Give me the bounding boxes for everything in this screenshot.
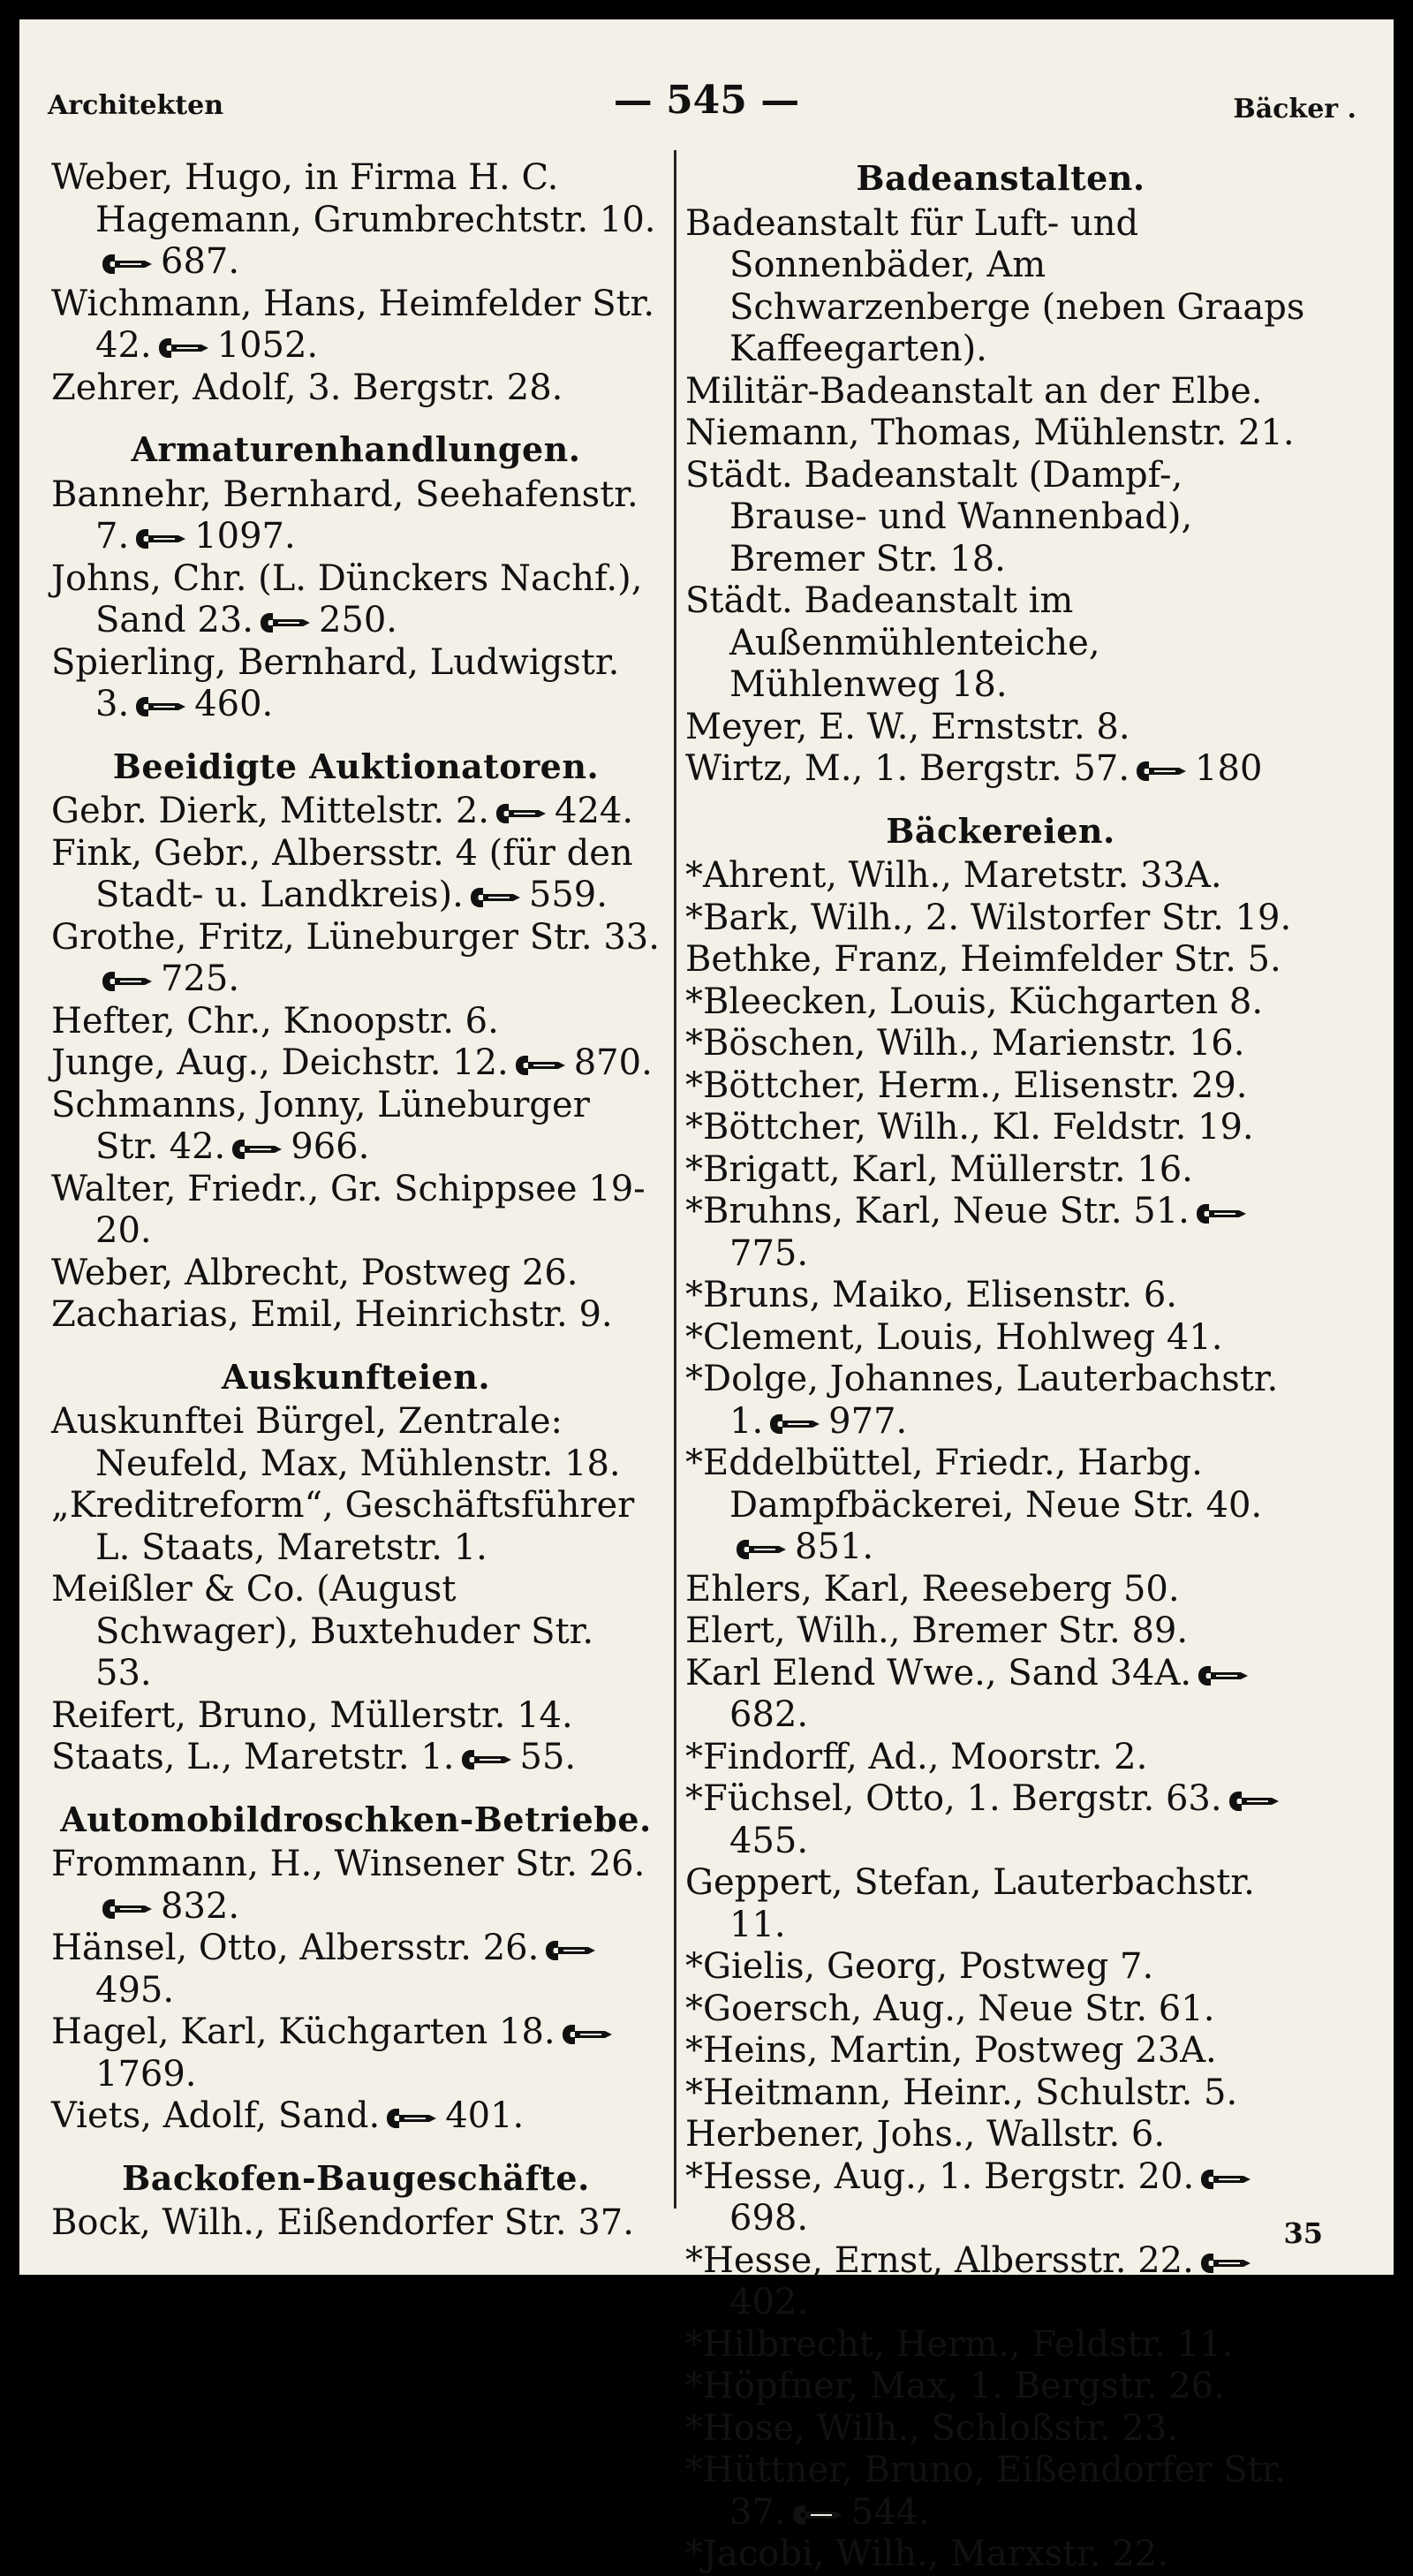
phone-number: 1097. bbox=[194, 516, 296, 557]
entry-text: Junge, Aug., Deichstr. 12. bbox=[51, 1042, 509, 1083]
entry-text: *Heitmann, Heinr., Schulstr. 5. bbox=[685, 2072, 1238, 2113]
entry-text: *Clement, Louis, Hohlweg 41. bbox=[685, 1316, 1223, 1358]
entry-text: Militär-Badeanstalt an der Elbe. bbox=[685, 370, 1263, 412]
phone-number: 559. bbox=[528, 875, 608, 915]
entry-text: Auskunftei Bürgel, Zentrale: Neufeld, Max, Mühlenstr. 18. bbox=[51, 1401, 621, 1484]
directory-entry bbox=[685, 939, 1316, 981]
phone-number: 401. bbox=[445, 2095, 525, 2136]
section-heading: Backofen-Baugeschäfte. bbox=[122, 2157, 590, 2198]
telephone-receiver-icon bbox=[101, 253, 154, 276]
phone-number: 832. bbox=[161, 1885, 240, 1927]
directory-entry bbox=[51, 283, 666, 367]
directory-entry bbox=[685, 413, 1316, 455]
entry-text: *Jacobi, Wilh., Marxstr. 22. bbox=[685, 2534, 1168, 2574]
directory-entry bbox=[685, 1191, 1316, 1275]
directory-entry bbox=[51, 157, 661, 284]
entry-text: Johns, Chr. (L. Dünckers Nachf.), Sand 23. bbox=[51, 557, 654, 640]
directory-entry bbox=[685, 1107, 1316, 1149]
directory-entry bbox=[685, 2072, 1316, 2115]
directory-entry bbox=[51, 1485, 661, 1569]
entry-text: *Hüttner, Bruno, Eißendorfer Str. 37. bbox=[685, 2450, 1297, 2533]
telephone-receiver-icon bbox=[157, 337, 210, 360]
entry-text: *Goersch, Aug., Neue Str. 61. bbox=[685, 1988, 1215, 2029]
entry-text: Grothe, Fritz, Lüneburger Str. 33. bbox=[51, 916, 660, 958]
directory-page bbox=[19, 19, 1394, 2574]
entry-text: Hefter, Chr., Knoopstr. 6. bbox=[51, 1000, 499, 1042]
phone-number: 180 bbox=[1195, 748, 1263, 789]
entry-text: Bethke, Franz, Heimfelder Str. 5. bbox=[685, 939, 1281, 980]
entry-text: *Hesse, Ernst, Albersstr. 22. bbox=[685, 2239, 1194, 2281]
entry-text: Schmanns, Jonny, Lüneburger Str. 42. bbox=[51, 1084, 601, 1167]
directory-entry bbox=[51, 2095, 661, 2138]
phone-number: 682. bbox=[729, 1694, 809, 1735]
phone-number: 455. bbox=[729, 1820, 809, 1861]
entry-text: Herbener, Johs., Wallstr. 6. bbox=[685, 2114, 1166, 2155]
directory-entry bbox=[685, 1946, 1316, 1989]
phone-number: 966. bbox=[291, 1126, 370, 1167]
phone-number: 1052. bbox=[216, 325, 319, 366]
telephone-receiver-icon bbox=[561, 2023, 614, 2046]
running-head-left: Architekten bbox=[48, 90, 224, 121]
telephone-receiver-icon bbox=[469, 886, 522, 909]
section-heading: Auskunfteien. bbox=[221, 1356, 491, 1397]
directory-entry bbox=[51, 917, 661, 1001]
directory-entry bbox=[685, 1065, 1316, 1108]
telephone-receiver-icon bbox=[791, 2504, 844, 2527]
directory-entry bbox=[51, 833, 661, 917]
directory-entry bbox=[685, 1610, 1316, 1653]
directory-entry bbox=[685, 1275, 1316, 1317]
phone-number: 495. bbox=[95, 1969, 175, 2011]
entry-text: Bock, Wilh., Eißendorfer Str. 37. bbox=[51, 2202, 634, 2243]
entry-text: Niemann, Thomas, Mühlenstr. 21. bbox=[685, 413, 1295, 453]
entry-text: Karl Elend Wwe., Sand 34A. bbox=[685, 1652, 1192, 1693]
entry-text: Zacharias, Emil, Heinrichstr. 9. bbox=[51, 1294, 613, 1335]
directory-entry bbox=[685, 2324, 1316, 2367]
directory-entry bbox=[51, 1001, 661, 1043]
directory-entry bbox=[685, 855, 1316, 898]
directory-entry bbox=[685, 2408, 1316, 2451]
entry-text: *Bleecken, Louis, Küchgarten 8. bbox=[685, 981, 1264, 1022]
directory-entry bbox=[685, 1317, 1316, 1360]
telephone-receiver-icon bbox=[1199, 2252, 1252, 2275]
left-column bbox=[51, 157, 666, 2245]
directory-entry bbox=[51, 1569, 661, 1695]
entry-text: Ehlers, Karl, Reeseberg 50. bbox=[685, 1568, 1180, 1610]
telephone-receiver-icon bbox=[1199, 2168, 1252, 2191]
directory-entry bbox=[685, 2030, 1316, 2072]
entry-text: Bannehr, Bernhard, Seehafenstr. 7. bbox=[51, 474, 650, 557]
telephone-receiver-icon bbox=[1135, 760, 1188, 783]
directory-entry bbox=[51, 1042, 661, 1085]
section-heading: Armaturenhandlungen. bbox=[131, 429, 581, 469]
entry-text: Elert, Wilh., Bremer Str. 89. bbox=[685, 1610, 1189, 1651]
directory-entry bbox=[51, 1928, 661, 2012]
entry-text: *Bruhns, Karl, Neue Str. 51. bbox=[685, 1191, 1190, 1231]
telephone-receiver-icon bbox=[1195, 1202, 1248, 1225]
entry-text: *Bark, Wilh., 2. Wilstorfer Str. 19. bbox=[685, 897, 1292, 938]
signature-mark: 35 bbox=[1283, 2216, 1323, 2250]
directory-entry bbox=[685, 1737, 1316, 1779]
entry-text: *Höpfner, Max, 1. Bergstr. 26. bbox=[685, 2366, 1225, 2406]
section-heading: Beeidigte Auktionatoren. bbox=[112, 746, 600, 786]
entry-text: „Kreditreform“, Geschäftsführer L. Staats, Maretstr. 1. bbox=[51, 1485, 646, 1568]
entry-text: Meyer, E. W., Ernststr. 8. bbox=[685, 706, 1130, 747]
entry-text: Städt. Badeanstalt im Außenmühlenteiche, Mühlenweg 18. bbox=[685, 580, 1112, 705]
directory-entry bbox=[685, 580, 1316, 707]
directory-entry bbox=[685, 2156, 1316, 2240]
entry-text: Weber, Albrecht, Postweg 26. bbox=[51, 1252, 578, 1293]
directory-entry bbox=[51, 791, 661, 833]
page-header bbox=[19, 74, 1394, 127]
directory-entry bbox=[51, 1085, 661, 1169]
entry-text: Wichmann, Hans, Heimfelder Str. 42. bbox=[51, 283, 666, 366]
telephone-receiver-icon bbox=[735, 1538, 788, 1561]
entry-text: Fink, Gebr., Albersstr. 4 (für den Stadt- u. Landkreis). bbox=[51, 832, 645, 915]
directory-entry bbox=[685, 2534, 1316, 2576]
entry-text: *Ahrent, Wilh., Maretstr. 33A. bbox=[685, 855, 1222, 896]
right-column bbox=[685, 157, 1316, 2576]
entry-text: Reifert, Bruno, Müllerstr. 14. bbox=[51, 1694, 573, 1736]
telephone-receiver-icon bbox=[134, 527, 187, 550]
phone-number: 55. bbox=[519, 1737, 577, 1777]
phone-number: 544. bbox=[850, 2491, 930, 2533]
entry-text: Hagel, Karl, Küchgarten 18. bbox=[51, 2012, 555, 2052]
phone-number: 250. bbox=[318, 600, 398, 640]
directory-entry bbox=[685, 2450, 1316, 2534]
entry-text: Spierling, Bernhard, Ludwigstr. 3. bbox=[51, 641, 631, 724]
entry-text: Weber, Hugo, in Firma H. C. Hagemann, Grumbrechtstr. 10. bbox=[51, 157, 656, 240]
telephone-receiver-icon bbox=[134, 695, 187, 718]
directory-entry bbox=[685, 2114, 1316, 2156]
entry-text: *Heins, Martin, Postweg 23A. bbox=[685, 2030, 1217, 2071]
entry-text: Frommann, H., Winsener Str. 26. bbox=[51, 1844, 646, 1884]
phone-number: 870. bbox=[573, 1042, 653, 1083]
directory-entry bbox=[51, 2202, 661, 2245]
directory-entry bbox=[685, 748, 1316, 791]
entry-text: *Gielis, Georg, Postweg 7. bbox=[685, 1946, 1154, 1987]
telephone-receiver-icon bbox=[460, 1748, 513, 1771]
telephone-receiver-icon bbox=[495, 802, 548, 825]
directory-entry bbox=[685, 2366, 1316, 2408]
phone-number: 460. bbox=[194, 684, 274, 724]
column-divider bbox=[674, 150, 676, 2209]
directory-entry bbox=[51, 367, 661, 410]
telephone-receiver-icon bbox=[1197, 1664, 1250, 1687]
directory-entry bbox=[51, 1695, 661, 1738]
phone-number: 1769. bbox=[95, 2053, 197, 2095]
directory-entry bbox=[51, 1294, 661, 1337]
phone-number: 775. bbox=[729, 1232, 809, 1274]
entry-text: *Brigatt, Karl, Müllerstr. 16. bbox=[685, 1148, 1193, 1190]
telephone-receiver-icon bbox=[101, 970, 154, 993]
running-head-right: Bäcker . bbox=[1233, 94, 1356, 125]
entry-text: *Böttcher, Wilh., Kl. Feldstr. 19. bbox=[685, 1107, 1254, 1148]
telephone-receiver-icon bbox=[259, 611, 312, 634]
directory-entry bbox=[51, 2012, 661, 2095]
entry-text: *Findorff, Ad., Moorstr. 2. bbox=[685, 1736, 1148, 1777]
entry-text: Badeanstalt für Luft- und Sonnenbäder, Am Schwarzenberge (neben Graaps Kaffeegarten). bbox=[685, 202, 1317, 369]
telephone-receiver-icon bbox=[385, 2107, 438, 2130]
phone-number: 977. bbox=[828, 1400, 908, 1442]
entry-text: Städt. Badeanstalt (Dampf-, Brause- und Wannenbad), Bremer Str. 18. bbox=[685, 454, 1204, 580]
phone-number: 698. bbox=[729, 2198, 809, 2239]
entry-text: Staats, L., Maretstr. 1. bbox=[51, 1737, 455, 1777]
entry-text: *Bruns, Maiko, Elisenstr. 6. bbox=[685, 1275, 1178, 1315]
phone-number: 687. bbox=[161, 241, 240, 282]
telephone-receiver-icon bbox=[101, 1898, 154, 1921]
entry-text: Viets, Adolf, Sand. bbox=[51, 2095, 381, 2136]
directory-entry bbox=[685, 1653, 1316, 1737]
directory-entry bbox=[685, 1862, 1316, 1946]
entry-text: Zehrer, Adolf, 3. Bergstr. 28. bbox=[51, 367, 563, 408]
entry-text: *Füchsel, Otto, 1. Bergstr. 63. bbox=[685, 1778, 1222, 1819]
telephone-receiver-icon bbox=[514, 1054, 567, 1077]
entry-text: Hänsel, Otto, Albersstr. 26. bbox=[51, 1928, 540, 1968]
directory-entry bbox=[685, 1149, 1316, 1192]
directory-entry bbox=[51, 558, 661, 642]
entry-text: Geppert, Stefan, Lauterbachstr. 11. bbox=[685, 1862, 1266, 1945]
phone-number: 424. bbox=[555, 791, 634, 831]
entry-text: Meißler & Co. (August Schwager), Buxtehuder Str. 53. bbox=[51, 1569, 605, 1693]
phone-number: 725. bbox=[161, 958, 240, 999]
phone-number: 402. bbox=[729, 2282, 809, 2322]
entry-text: *Dolge, Johannes, Lauterbachstr. 1. bbox=[685, 1359, 1289, 1442]
page-number: — 545 — bbox=[613, 78, 800, 123]
directory-entry bbox=[51, 1169, 661, 1253]
directory-entry bbox=[51, 1253, 661, 1295]
entry-text: *Hesse, Aug., 1. Bergstr. 20. bbox=[685, 2156, 1195, 2197]
directory-entry bbox=[685, 2240, 1316, 2324]
entry-text: Wirtz, M., 1. Bergstr. 57. bbox=[685, 748, 1130, 789]
directory-entry bbox=[685, 898, 1316, 940]
telephone-receiver-icon bbox=[1228, 1790, 1281, 1813]
entry-text: *Hose, Wilh., Schloßstr. 23. bbox=[685, 2407, 1179, 2449]
telephone-receiver-icon bbox=[768, 1413, 821, 1436]
directory-entry bbox=[685, 981, 1316, 1024]
entry-text: *Hilbrecht, Herm., Feldstr. 11. bbox=[685, 2323, 1234, 2365]
telephone-receiver-icon bbox=[544, 1939, 597, 1962]
directory-entry bbox=[685, 1569, 1316, 1611]
entry-text: *Böttcher, Herm., Elisenstr. 29. bbox=[685, 1064, 1248, 1106]
phone-number: 851. bbox=[795, 1527, 874, 1567]
directory-entry bbox=[685, 1023, 1316, 1065]
entry-text: Gebr. Dierk, Mittelstr. 2. bbox=[51, 791, 489, 831]
telephone-receiver-icon bbox=[230, 1138, 283, 1161]
directory-entry bbox=[685, 1359, 1316, 1443]
section-heading: Badeanstalten. bbox=[856, 158, 1145, 198]
directory-entry bbox=[685, 707, 1316, 749]
directory-entry bbox=[51, 1844, 661, 1928]
directory-entry bbox=[51, 1737, 661, 1779]
directory-entry bbox=[685, 1443, 1316, 1569]
directory-entry bbox=[685, 455, 1316, 581]
directory-entry bbox=[685, 1778, 1316, 1862]
directory-entry bbox=[51, 1401, 661, 1485]
directory-entry bbox=[51, 642, 661, 726]
directory-entry bbox=[685, 1989, 1316, 2031]
directory-entry bbox=[51, 474, 661, 558]
entry-text: Walter, Friedr., Gr. Schippsee 19-20. bbox=[51, 1168, 646, 1251]
section-heading: Automobildroschken-Betriebe. bbox=[60, 1799, 652, 1839]
section-heading: Bäckereien. bbox=[886, 810, 1115, 851]
entry-text: *Böschen, Wilh., Marienstr. 16. bbox=[685, 1023, 1245, 1064]
directory-entry bbox=[685, 371, 1316, 413]
directory-entry bbox=[685, 203, 1316, 371]
entry-text: *Eddelbüttel, Friedr., Harbg. Dampfbäckerei, Neue Str. 40. bbox=[685, 1443, 1263, 1526]
